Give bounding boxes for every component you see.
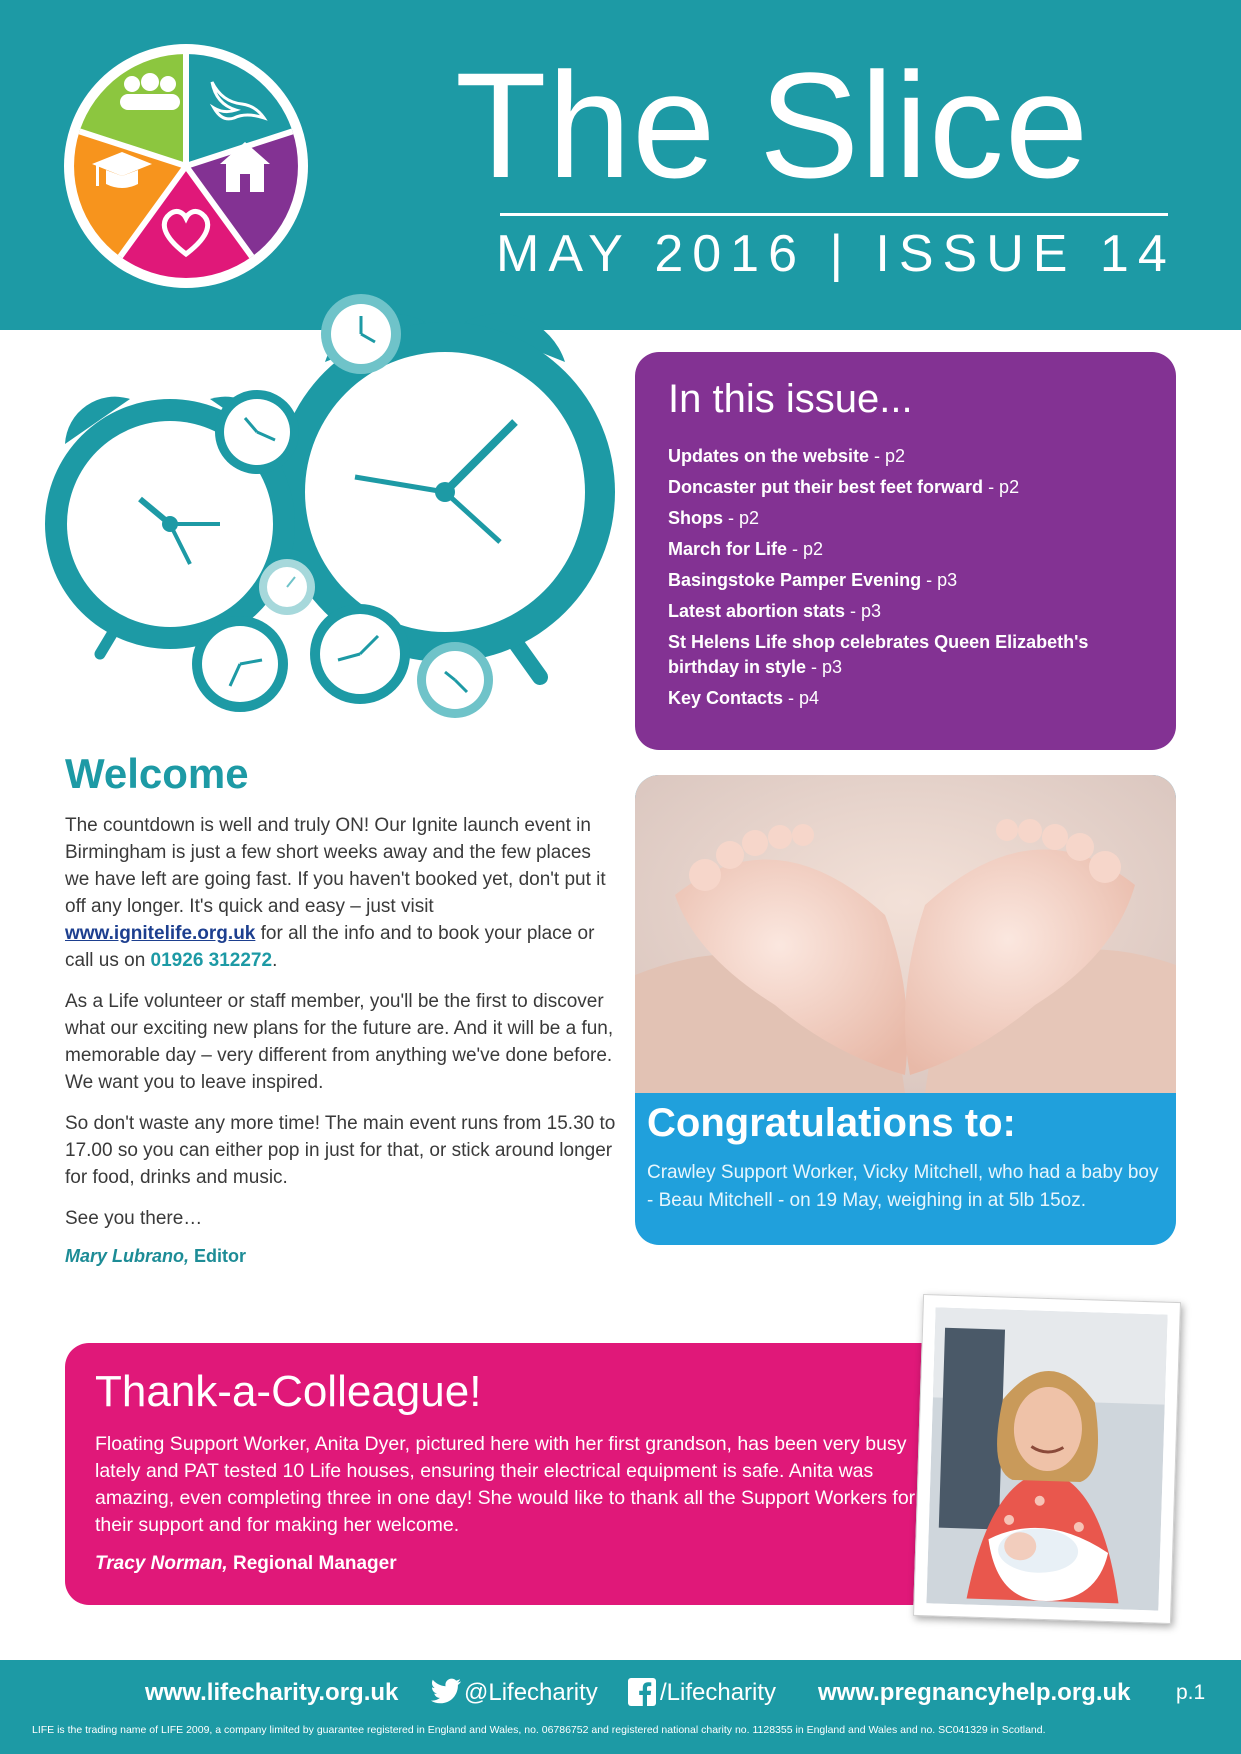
contents-item[interactable]: [668, 630, 1146, 680]
welcome-article: [65, 748, 620, 1267]
welcome-text: The countdown is well and truly ON! Our Ignite launch event in Birmingham is just a few short weeks away and the few places we have left are going fast. If you haven't booked yet, don't put it off any longer. It's quick and easy – just visit: [65, 815, 606, 917]
contents-item-title: Shops: [668, 508, 724, 528]
phone-number: 01926 312272: [150, 950, 273, 971]
welcome-text: .: [272, 950, 278, 971]
footer: [0, 1660, 1241, 1754]
welcome-paragraph: As a Life volunteer or staff member, you'll be the first to discover what our exciting new plans for the future are. And it will be a fun, memorable day – very different from anything we've done before. We want you to leave inspired.: [65, 991, 614, 1093]
in-this-issue-box: [635, 352, 1176, 750]
twitter-icon: [430, 1678, 462, 1706]
congratulations-card: [635, 775, 1176, 1245]
bottom-clock-icon: [192, 616, 288, 712]
anita-photo: [913, 1294, 1181, 1624]
title-divider: [500, 213, 1168, 216]
contents-item-title: Updates on the website: [668, 446, 870, 466]
editor-signature: [65, 1246, 620, 1267]
tiny-clock-icon: [259, 559, 315, 615]
contents-item[interactable]: [668, 444, 1146, 469]
bottom-clock-icon: [310, 604, 410, 704]
welcome-heading: Welcome: [65, 750, 249, 797]
editor-name: Mary Lubrano,: [65, 1246, 190, 1266]
contents-item-page: - p2: [983, 477, 1020, 497]
facebook-handle[interactable]: /Lifecharity: [660, 1679, 777, 1706]
contents-item-title: St Helens Life shop celebrates Queen Elizabeth's birthday in style: [668, 632, 1089, 677]
contents-item[interactable]: [668, 686, 1146, 711]
alarm-clocks-illustration: [25, 262, 625, 732]
welcome-paragraph: See you there…: [65, 1208, 203, 1229]
contents-item-title: Basingstoke Pamper Evening: [668, 570, 922, 590]
ignite-link[interactable]: www.ignitelife.org.uk: [65, 923, 256, 944]
contents-item[interactable]: [668, 475, 1146, 500]
contents-item-page: - p2: [787, 539, 824, 559]
contents-item[interactable]: [668, 568, 1146, 593]
issue-date: MAY 2016 | ISSUE 14: [496, 225, 1176, 283]
welcome-text: for all the info and to book your place or call us on: [65, 923, 595, 971]
pregnancy-help-link[interactable]: www.pregnancyhelp.org.uk: [818, 1679, 1131, 1706]
life-pie-logo: [62, 42, 310, 290]
facebook-icon: [628, 1678, 656, 1706]
page-number: p.1: [1176, 1681, 1206, 1704]
editor-role: Editor: [189, 1246, 247, 1266]
welcome-paragraph: [65, 812, 620, 974]
website-link[interactable]: www.lifecharity.org.uk: [145, 1679, 399, 1706]
contents-item-title: March for Life: [668, 539, 788, 559]
small-clock-icon: [215, 390, 299, 474]
contents-item[interactable]: [668, 599, 1146, 624]
contents-item-page: - p3: [845, 601, 882, 621]
contents-item-page: - p3: [921, 570, 958, 590]
bottom-clock-icon: [417, 642, 493, 718]
contents-item[interactable]: [668, 506, 1146, 531]
manager-name: Tracy Norman,: [95, 1553, 228, 1574]
contents-item-page: - p2: [869, 446, 906, 466]
contents-item-page: - p3: [806, 657, 843, 677]
in-this-issue-heading: In this issue...: [668, 377, 913, 421]
contents-item-page: - p4: [783, 688, 820, 708]
welcome-paragraph: So don't waste any more time! The main event runs from 15.30 to 17.00 so you can either pop in just for that, or stick around longer for food, drinks and music.: [65, 1113, 616, 1188]
legal-notice: LIFE is the trading name of LIFE 2009, a company limited by guarantee registered in England and Wales, no. 06786752 and registered national charity no. 1128355 in England and Wales and no. SC041329 in Scotland.: [32, 1724, 1046, 1736]
top-clock-icon: [321, 294, 401, 374]
contents-item-title: Key Contacts: [668, 688, 784, 708]
congratulations-heading: Congratulations to:: [647, 1101, 1016, 1145]
baby-feet-photo: [635, 775, 1176, 1093]
manager-role: Regional Manager: [227, 1553, 397, 1574]
congratulations-text: Crawley Support Worker, Vicky Mitchell, who had a baby boy - Beau Mitchell - on 19 May, weighing in at 5lb 15oz.: [647, 1162, 1159, 1211]
contents-item[interactable]: [668, 537, 1146, 562]
contents-item-page: - p2: [723, 508, 760, 528]
contents-list: [668, 444, 1146, 711]
contents-item-title: Doncaster put their best feet forward: [668, 477, 984, 497]
thank-text: Floating Support Worker, Anita Dyer, pictured here with her first grandson, has been very busy lately and PAT tested 10 Life houses, ensuring their electrical equipment is safe. Anita was amazing, even completing three in one day! She would like to thank all the Support Workers for their support and for making her welcome.: [95, 1433, 916, 1536]
contents-item-title: Latest abortion stats: [668, 601, 846, 621]
woman-with-baby-photo: [926, 1307, 1167, 1610]
newsletter-title: The Slice: [455, 41, 1090, 209]
thank-heading: Thank-a-Colleague!: [95, 1367, 482, 1416]
twitter-handle[interactable]: @Lifecharity: [464, 1679, 598, 1706]
